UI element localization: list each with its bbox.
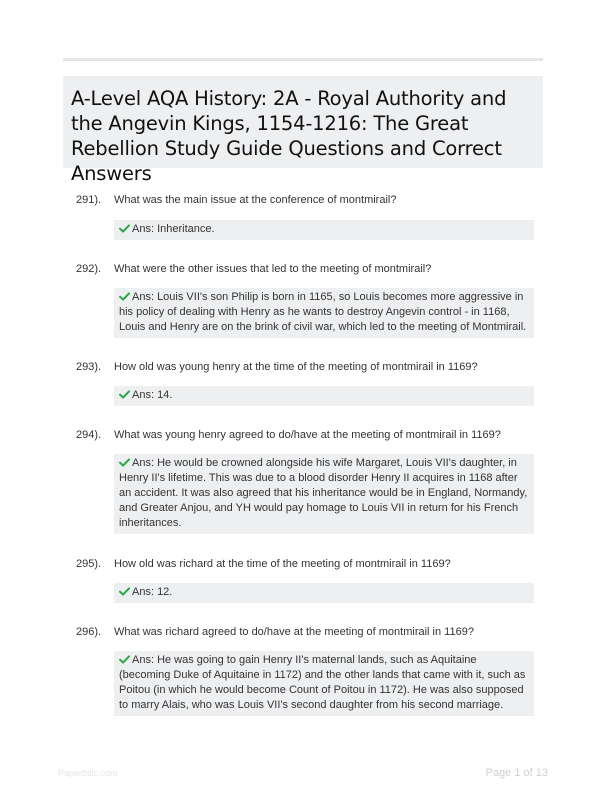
check-icon — [119, 224, 130, 233]
question-number: 291). — [76, 194, 102, 206]
check-icon — [119, 655, 130, 664]
question-number: 296). — [76, 626, 102, 638]
question-row — [76, 625, 536, 640]
title-banner — [63, 76, 543, 185]
question-text: What was young henry agreed to do/have at the meeting of montmirail in 1169? — [114, 429, 501, 441]
qa-item-292 — [76, 262, 536, 338]
question-row — [76, 557, 536, 572]
answer-text: Ans: 12. — [132, 586, 173, 598]
check-icon — [119, 587, 130, 596]
answer-text: Ans: Inheritance. — [132, 223, 215, 235]
answer-box — [114, 454, 534, 534]
question-text: How old was richard at the time of the meeting of montmirail in 1169? — [114, 558, 451, 570]
answer-box — [114, 583, 534, 603]
footer-watermark: Paperbtlic.com — [58, 768, 118, 778]
answer-box — [114, 651, 534, 716]
answer-box — [114, 220, 534, 240]
page-indicator: Page 1 of 13 — [485, 767, 548, 779]
qa-item-295 — [76, 557, 536, 603]
check-icon — [119, 292, 130, 301]
question-number: 295). — [76, 558, 102, 570]
document-title: A-Level AQA History: 2A - Royal Authority and the Angevin Kings, 1154-1216: The Great Rebellion Study Guide Questions and Correct Answers — [71, 87, 507, 185]
top-divider — [63, 58, 543, 61]
question-text: What was the main issue at the conference of montmirail? — [114, 194, 397, 206]
answer-text: Ans: He would be crowned alongside his wife Margaret, Louis VII's daughter, in Henry II's lifetime. This was due to a blood disorder Henry II acquires in 1168 after an accident. It was also agreed that his inheritance would be in England, Normandy, and Greater Anjou, and YH would pay homage to Louis VII in return for his French inheritances. — [119, 457, 528, 529]
check-icon — [119, 390, 130, 399]
question-text: What was richard agreed to do/have at the meeting of montmirail in 1169? — [114, 626, 474, 638]
answer-text: Ans: 14. — [132, 389, 173, 401]
question-row — [76, 428, 536, 443]
question-text: What were the other issues that led to the meeting of montmirail? — [114, 263, 432, 275]
answer-box — [114, 288, 534, 338]
question-row — [76, 262, 536, 277]
qa-item-291 — [76, 193, 536, 240]
question-row — [76, 193, 536, 208]
qa-item-296 — [76, 625, 536, 716]
qa-item-293 — [76, 360, 536, 406]
answer-text: Ans: He was going to gain Henry II's maternal lands, such as Aquitaine (becoming Duke of Aquitaine in 1172) and the other lands that came with it, such as Poitou (in which he would become Count of Poitou in 1172). He was also supposed to marry Alais, who was Louis VII's second daughter from his second marriage. — [119, 654, 526, 711]
question-number: 292). — [76, 263, 102, 275]
question-row — [76, 360, 536, 375]
answer-box — [114, 386, 534, 406]
check-icon — [119, 458, 130, 467]
question-number: 294). — [76, 429, 102, 441]
question-text: How old was young henry at the time of the meeting of montmirail in 1169? — [114, 361, 478, 373]
question-number: 293). — [76, 361, 102, 373]
qa-item-294 — [76, 428, 536, 534]
answer-text: Ans: Louis VII's son Philip is born in 1165, so Louis becomes more aggressive in his policy of dealing with Henry as he wants to destroy Angevin control - in 1168, Louis and Henry are on the brink of civil war, which led to the meeting of Montmirail. — [119, 291, 527, 333]
